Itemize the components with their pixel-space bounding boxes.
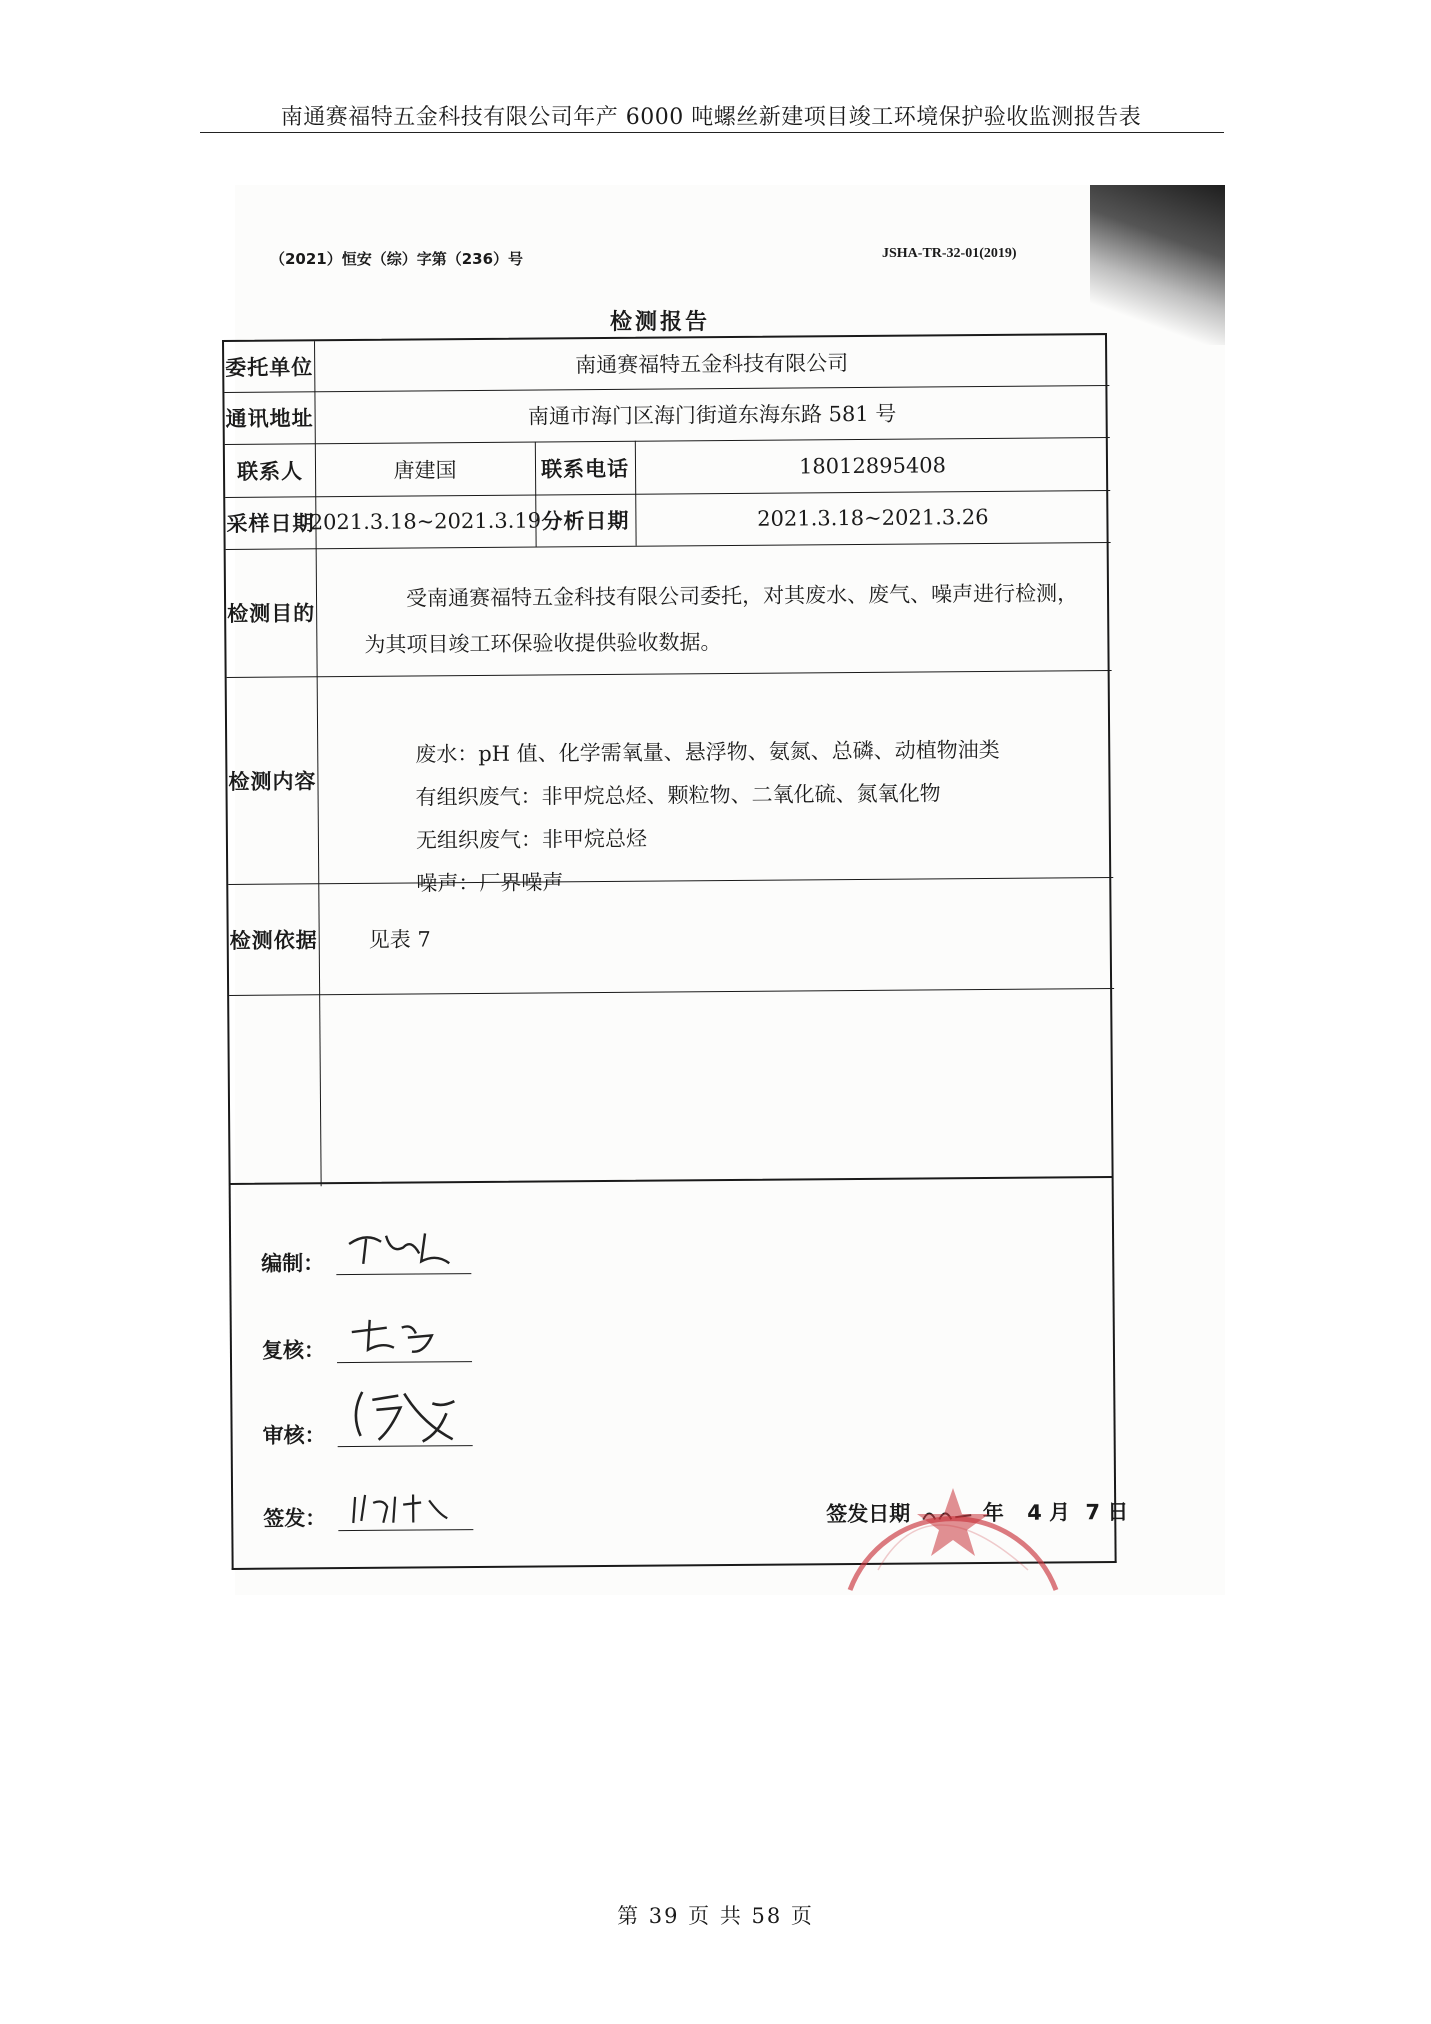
issue-date-year: 年	[982, 1500, 1004, 1526]
row-divider	[227, 670, 1112, 678]
page-number: 第 39 页 共 58 页	[617, 1904, 814, 1928]
report-doc-number: （2021）恒安（综）字第（236）号	[270, 250, 524, 268]
issue-signature	[343, 1488, 463, 1529]
issue-date-month: 4 月	[1027, 1500, 1071, 1525]
client-value: 南通赛福特五金科技有限公司	[575, 351, 849, 378]
content-label: 检测内容	[228, 768, 317, 794]
issue-label: 签发：	[263, 1506, 327, 1531]
contact-label: 联系人	[236, 458, 304, 484]
address-label: 通讯地址	[225, 406, 314, 431]
address-value: 南通市海门区海门街道东海东路 581 号	[527, 401, 897, 429]
client-label: 委托单位	[225, 355, 314, 380]
review-label: 复核：	[261, 1338, 326, 1363]
contact-value: 唐建国	[393, 457, 457, 483]
audit-label: 审核：	[262, 1423, 326, 1448]
phone-value: 18012895408	[798, 452, 947, 478]
basis-label: 检测依据	[229, 927, 318, 953]
purpose-label: 检测目的	[227, 601, 316, 626]
scan-shadow	[1090, 185, 1225, 345]
content-list	[415, 729, 1001, 906]
sampling-date-label: 采样日期	[226, 511, 315, 536]
header-rule	[200, 132, 1224, 133]
report-form-code: JSHA-TR-32-01(2019)	[882, 246, 1017, 261]
analysis-date-label: 分析日期	[541, 508, 630, 534]
audit-signature	[342, 1383, 472, 1448]
issue-date-label: 签发日期	[826, 1501, 911, 1527]
analysis-date-value: 2021.3.18~2021.3.26	[757, 504, 989, 531]
report-title: 检测报告	[609, 309, 710, 335]
compile-label: 编制：	[261, 1251, 325, 1276]
sampling-date-value: 2021.3.18~2021.3.19	[309, 508, 542, 535]
content-line-organized-gas: 有组织废气：非甲烷总烃、颗粒物、二氧化硫、氮氧化物	[415, 781, 941, 810]
official-seal-stamp	[828, 1440, 1078, 1605]
content-line-wastewater: 废水：pH 值、化学需氧量、悬浮物、氨氮、总磷、动植物油类	[415, 737, 1000, 767]
content-line-noise: 噪声：厂界噪声	[416, 870, 564, 896]
phone-label: 联系电话	[540, 456, 630, 481]
review-signature	[342, 1313, 462, 1364]
purpose-text: 受南通赛福特五金科技有限公司委托，对其废水、废气、噪声进行检测，为其项目竣工环保验收提供验收数据。	[364, 581, 1079, 657]
page-header-title: 南通赛福特五金科技有限公司年产 6000 吨螺丝新建项目竣工环境保护验收监测报告表	[280, 105, 1142, 130]
basis-value: 见表 7	[368, 926, 431, 952]
issue-date-day: 7 日	[1085, 1499, 1129, 1525]
compile-signature	[341, 1223, 461, 1274]
issue-line	[338, 1529, 473, 1531]
content-line-fugitive-gas: 无组织废气：非甲烷总烃	[415, 826, 648, 853]
report-form	[222, 333, 1129, 1570]
